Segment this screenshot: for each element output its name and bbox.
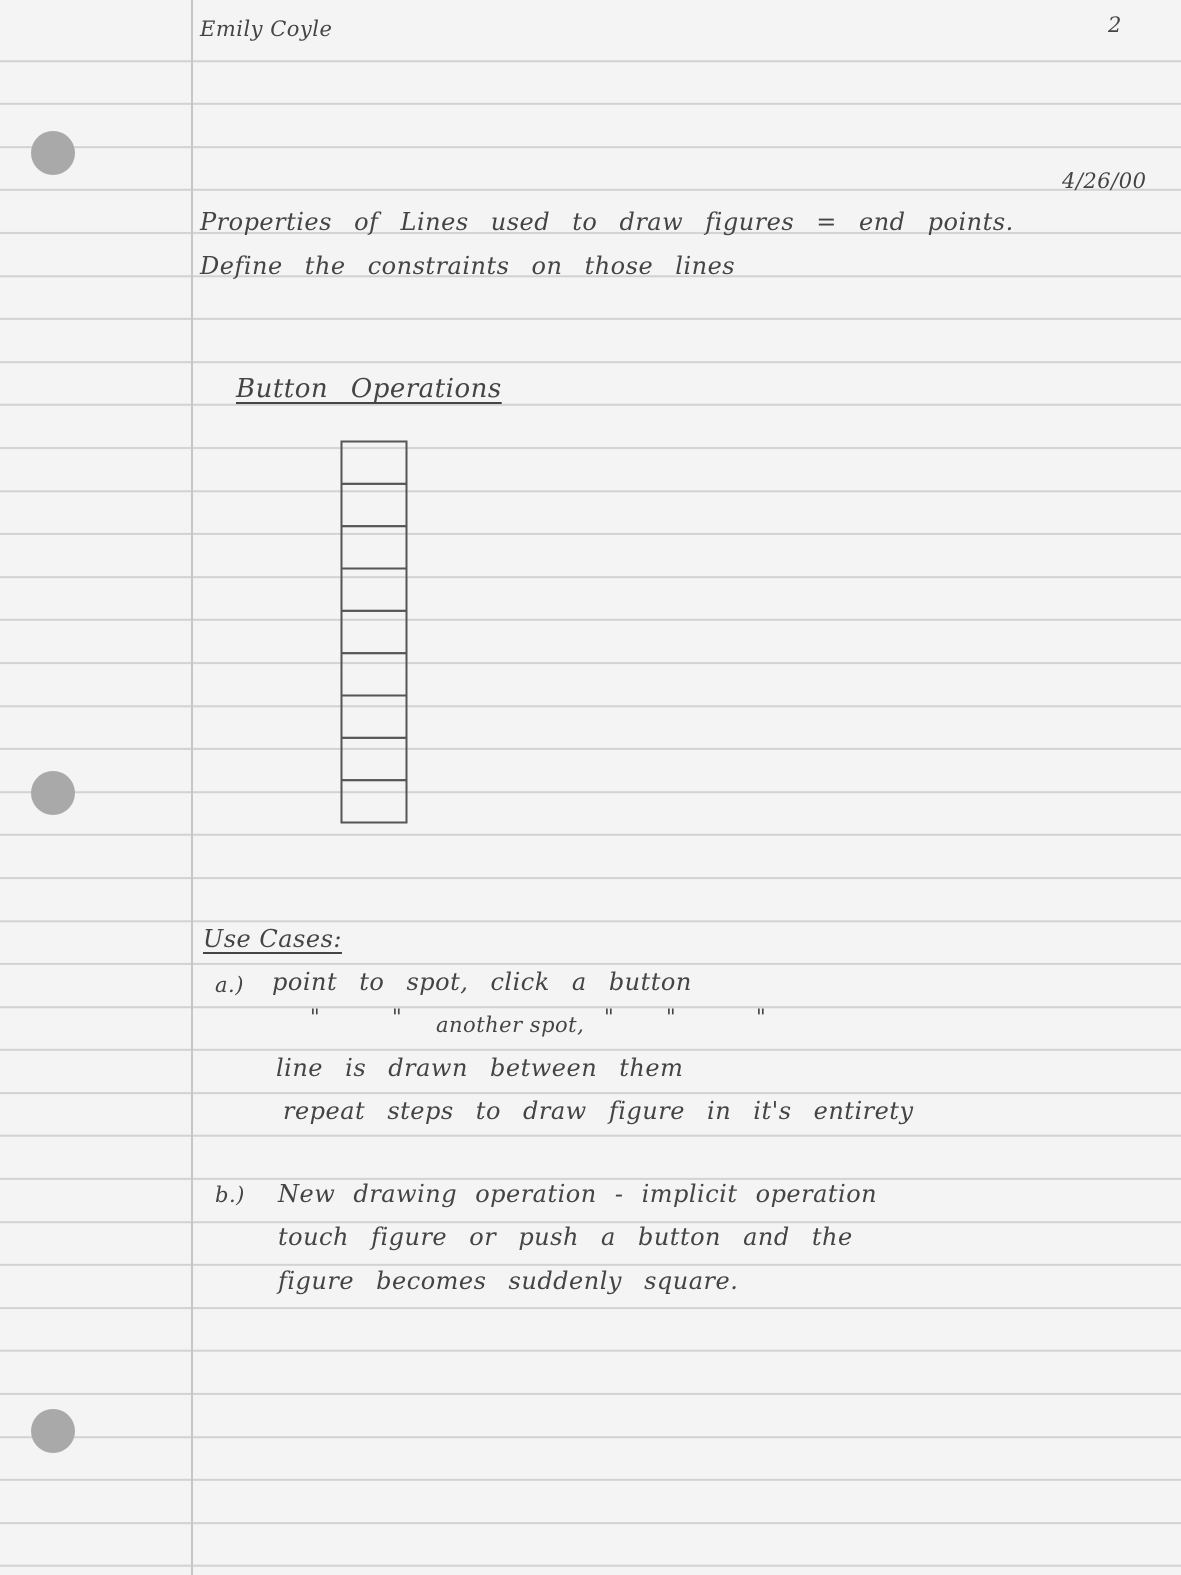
button-grid (340, 440, 408, 824)
use-case-a-line-3: line is drawn between them (276, 1054, 684, 1082)
binder-hole-top (31, 131, 75, 175)
ditto-mark-1: " (310, 1005, 321, 1029)
author-name: Emily Coyle (200, 17, 333, 41)
use-case-b-line-3: figure becomes suddenly square. (278, 1267, 739, 1295)
button-cell (342, 611, 407, 653)
use-case-a-line-1: point to spot, click a button (272, 968, 692, 996)
use-cases-heading: Use Cases: (203, 925, 342, 953)
margin-line (191, 0, 193, 1575)
use-case-b-marker: b.) (215, 1183, 245, 1207)
use-case-b-line-2: touch figure or push a button and the (278, 1223, 853, 1251)
button-cell (342, 780, 407, 822)
use-case-a-marker: a.) (215, 973, 244, 997)
button-cell (342, 696, 407, 738)
button-operations-heading: Button Operations (236, 374, 502, 404)
button-cell (342, 526, 407, 568)
binder-hole-middle (31, 771, 75, 815)
button-cell (342, 738, 407, 780)
button-cell (342, 484, 407, 526)
binder-hole-bottom (31, 1409, 75, 1453)
button-cell (342, 442, 407, 484)
use-case-b-line-1: New drawing operation - implicit operation (278, 1180, 878, 1208)
ditto-mark-4: " (666, 1005, 677, 1029)
ditto-mark-3: " (604, 1005, 615, 1029)
ditto-mark-2: " (392, 1005, 403, 1029)
button-column-sketch (340, 440, 408, 824)
date: 4/26/00 (1062, 169, 1147, 193)
notes-line-2: Define the constraints on those lines (200, 252, 736, 280)
notes-line-1: Properties of Lines used to draw figures = end points. (200, 208, 1014, 236)
page-number: 2 (1108, 13, 1122, 37)
ditto-mark-5: " (756, 1005, 767, 1029)
button-cell (342, 653, 407, 695)
use-case-a-line-2: another spot, (436, 1013, 585, 1037)
button-cell (342, 569, 407, 611)
use-case-a-line-4: repeat steps to draw figure in it's entirety (283, 1097, 914, 1125)
